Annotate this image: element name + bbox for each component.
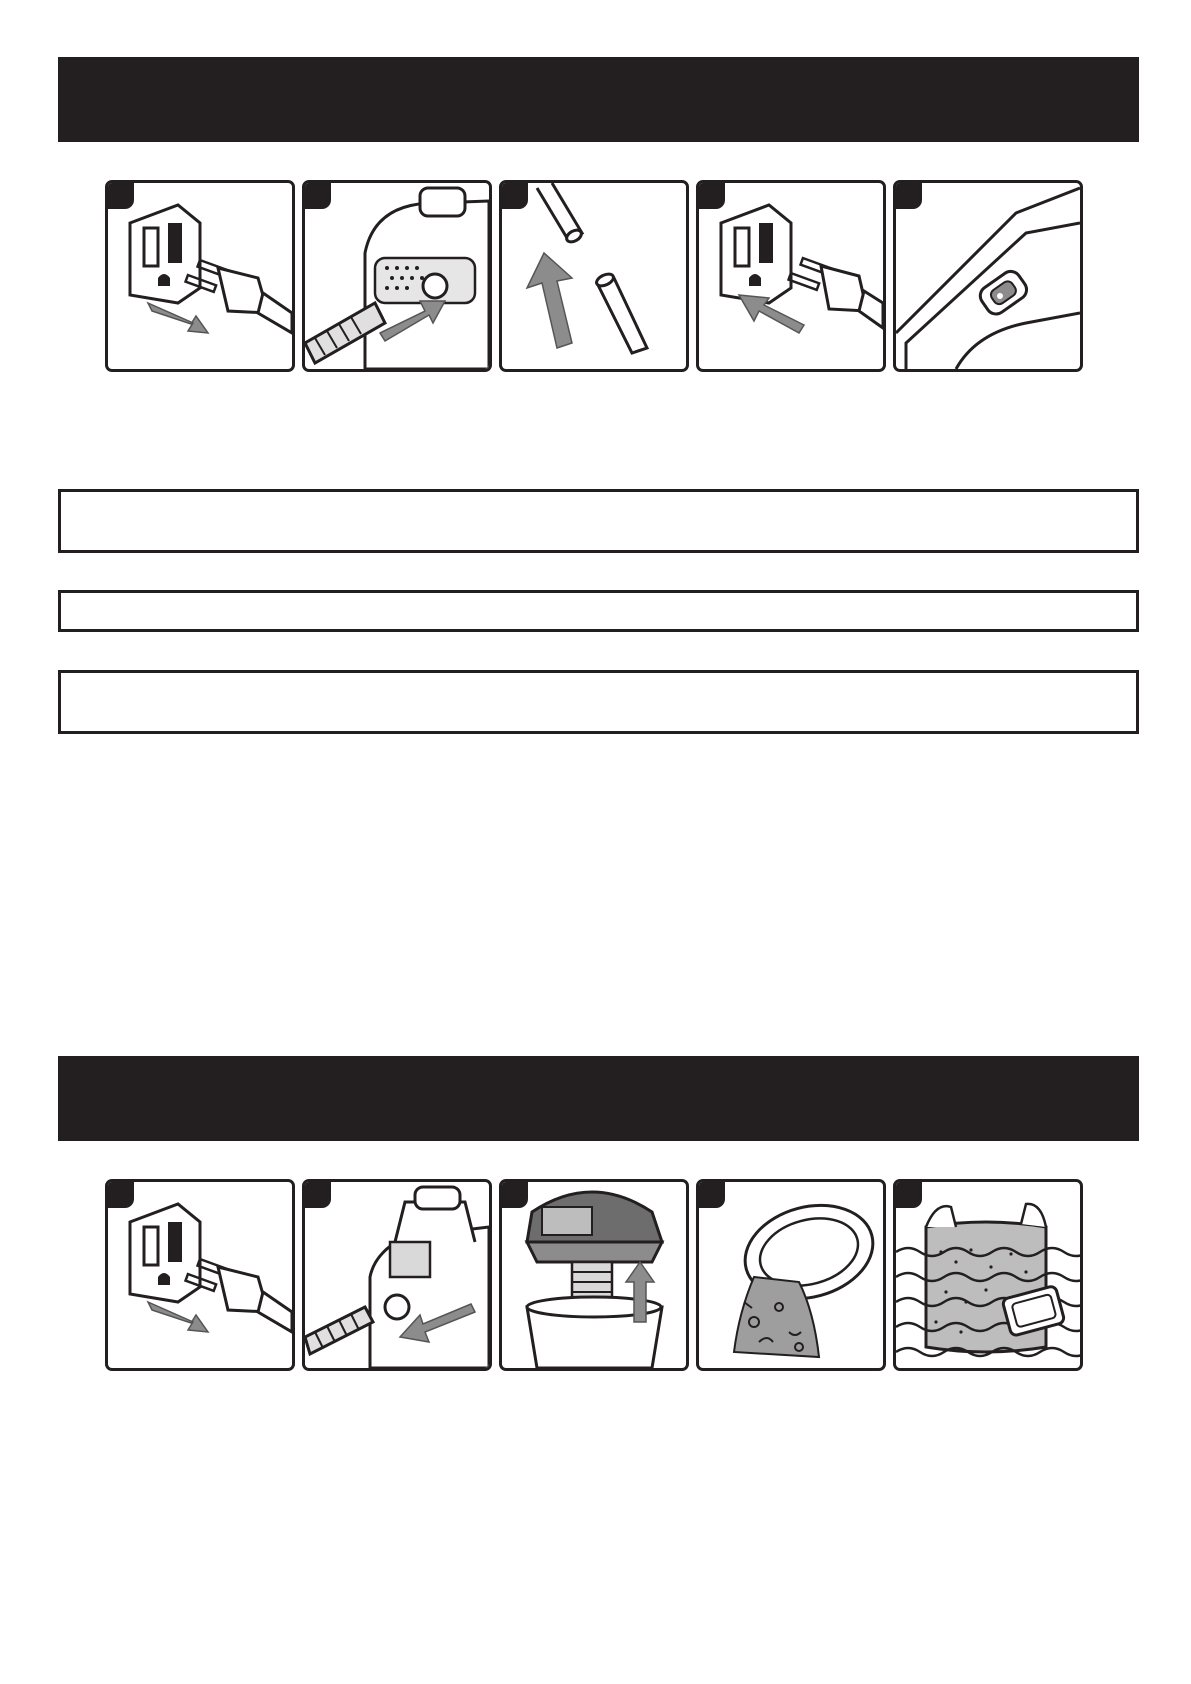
step-panel-3: [499, 1179, 689, 1371]
step-panel-2: [302, 1179, 492, 1371]
step-panel-5: [893, 1179, 1083, 1371]
step-panel-1: [105, 180, 295, 372]
accessory-attach-icon: [502, 183, 686, 369]
power-switch-icon: [896, 183, 1080, 369]
step-badge: [108, 183, 134, 209]
notice-box-3: [58, 670, 1139, 734]
notice-box-1: [58, 489, 1139, 553]
step-badge: [699, 1182, 725, 1208]
step-badge: [502, 1182, 528, 1208]
step-panel-2: [302, 180, 492, 372]
empty-debris-icon: [699, 1182, 883, 1368]
step-badge: [108, 1182, 134, 1208]
lid-remove-icon: [502, 1182, 686, 1368]
step-badge: [305, 183, 331, 209]
notice-box-2: [58, 590, 1139, 632]
filter-wash-icon: [896, 1182, 1080, 1368]
plug-unplug-icon: [108, 183, 292, 369]
step-badge: [502, 183, 528, 209]
maintenance-illustration-row: [105, 1179, 1095, 1369]
section-header-banner-2: [58, 1056, 1139, 1141]
operation-illustration-row: [105, 180, 1095, 370]
step-panel-4: [696, 180, 886, 372]
step-badge: [896, 1182, 922, 1208]
hose-remove-icon: [305, 1182, 489, 1368]
plug-unplug-icon: [108, 1182, 292, 1368]
step-panel-3: [499, 180, 689, 372]
hose-insert-icon: [305, 183, 489, 369]
step-badge: [896, 183, 922, 209]
step-panel-1: [105, 1179, 295, 1371]
step-badge: [305, 1182, 331, 1208]
section-header-banner-1: [58, 57, 1139, 142]
step-panel-5: [893, 180, 1083, 372]
step-panel-4: [696, 1179, 886, 1371]
step-badge: [699, 183, 725, 209]
plug-in-icon: [699, 183, 883, 369]
